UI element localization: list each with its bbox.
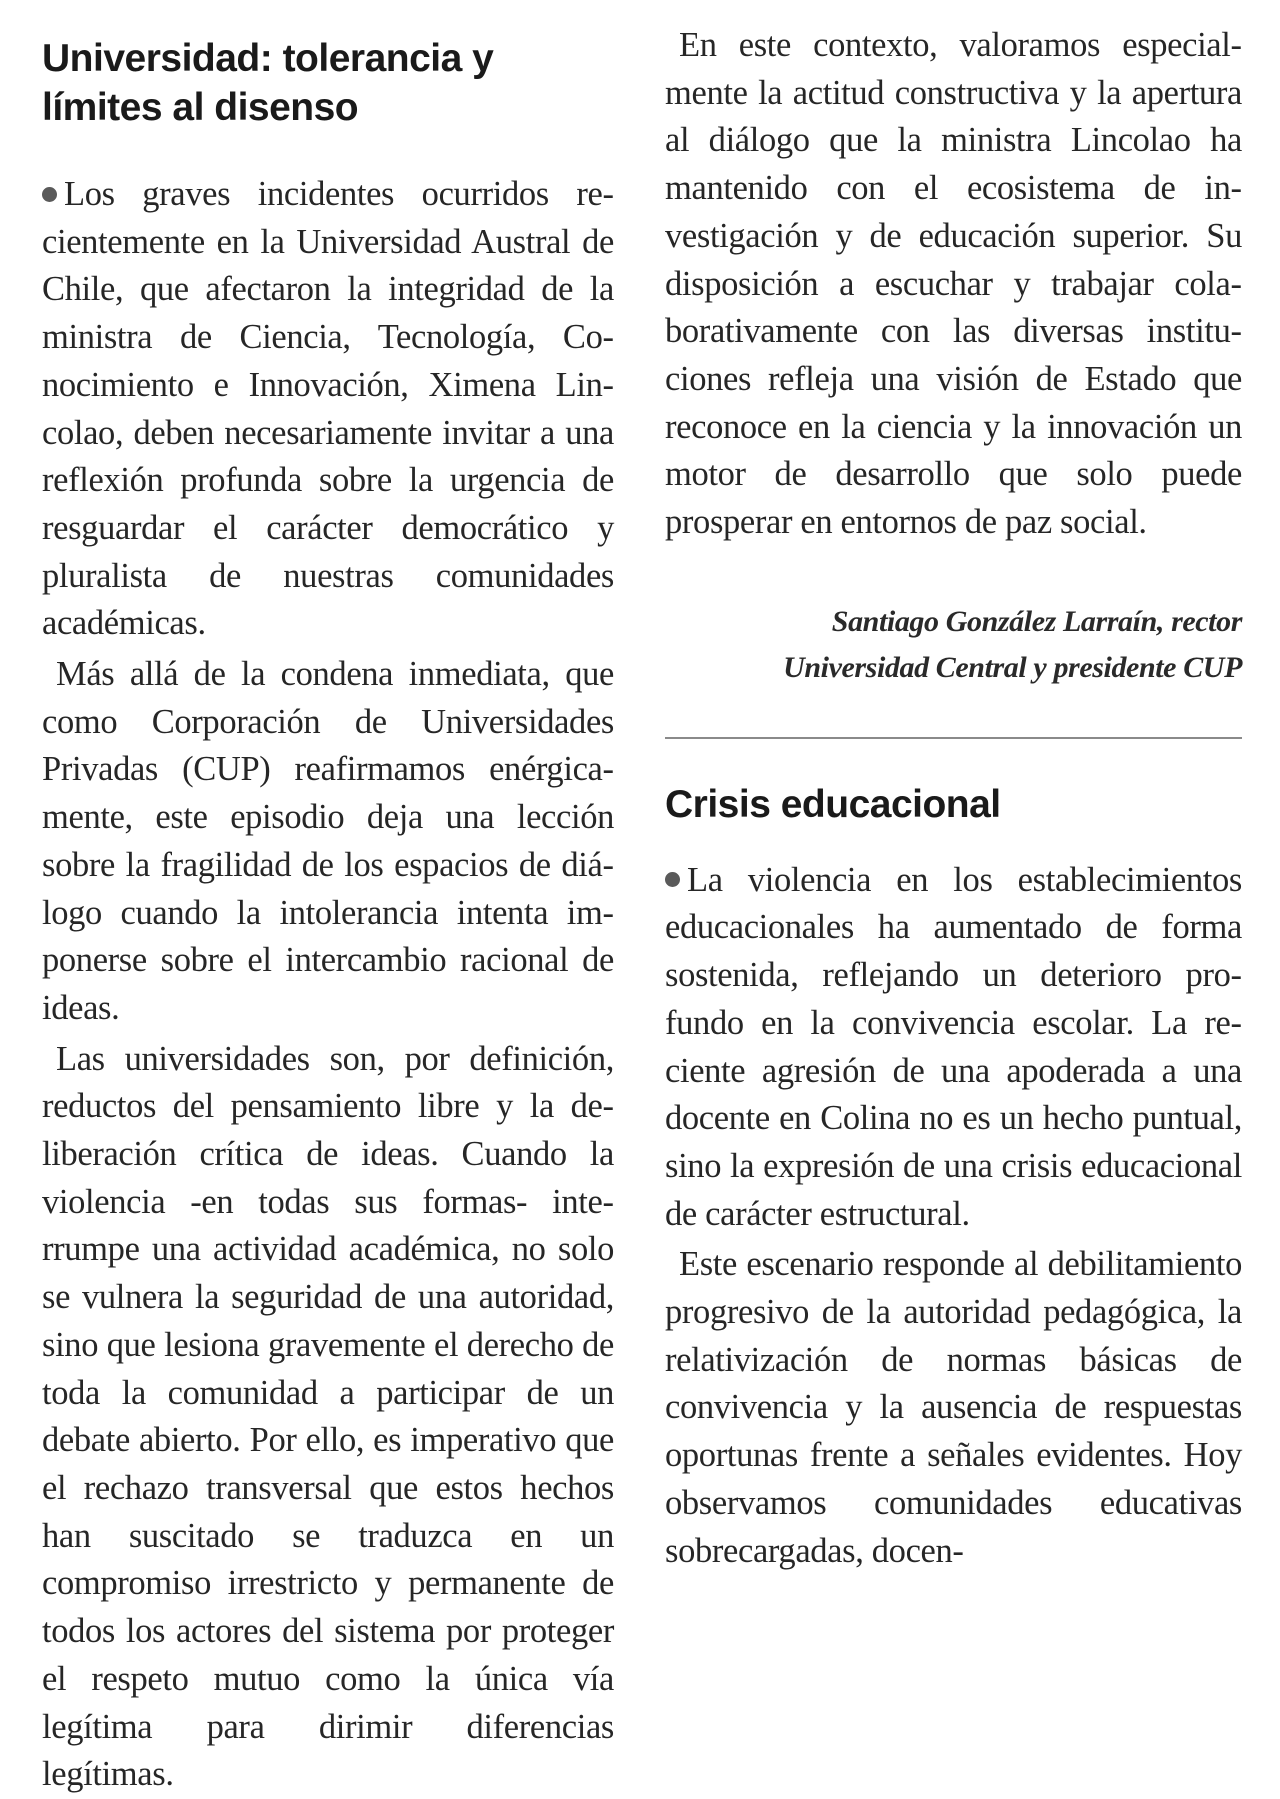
letter1-title [42, 34, 614, 132]
letter1-title-line1: Universidad: tolerancia y [42, 37, 494, 80]
letter2-title: Crisis educacional [665, 782, 1001, 826]
letter2-paragraph-2: Este escenario responde al debilitamiento progresivo de la autoridad pedagógica, la relativización de normas básicas de convivencia y la ausencia de respuestas oportunas frente a señales evidentes. Hoy observamos comunidades educativas sobrecargadas, docen- [665, 1245, 1242, 1570]
left-column [42, 30, 614, 1799]
signature-line-2: Universidad Central y presidente CUP [783, 650, 1242, 684]
letter1-signature [665, 599, 1242, 691]
letter1-body-left [42, 171, 614, 1799]
bullet-icon [665, 872, 680, 887]
letter1-title-line2: límites al disenso [42, 86, 359, 129]
letter1-paragraph-2: Más allá de la condena inmediata, que como Corporación de Universidades Privadas (CUP) reafirmamos enérgicamente, este episodio deja una lección sobre la fragilidad de los espacios de diálogo cuando la intolerancia intenta imponerse sobre el intercambio racional de ideas. [42, 655, 614, 1027]
section-divider [665, 737, 1242, 739]
letter1-paragraph-1: Los graves incidentes ocurridos recientemente en la Universidad Austral de Chile, que afectaron la integridad de la ministra de Ciencia, Tecnología, Conocimiento e Innovación, Ximena Lincolao, deben necesariamente invitar a una reflexión profunda sobre la urgencia de resguardar el carácter democrático y pluralista de nuestras comunidades académicas. [42, 175, 614, 643]
letter1-paragraph-3: Las universidades son, por definición, reductos del pensamiento libre y la deliberación crítica de ideas. Cuando la violencia -en todas sus formas- interrumpe una actividad académica, no solo se vulnera la seguridad de una autoridad, sino que lesiona gravemente el derecho de toda la comunidad a participar de un debate abierto. Por ello, es imperativo que el rechazo transversal que estos hechos han suscitado se traduzca en un compromiso irrestricto y permanente de todos los actores del sistema por proteger el respeto mutuo como la única vía legítima para dirimir diferencias legítimas. [42, 1039, 614, 1794]
letter1-paragraph-4: En este contexto, valoramos especialmente la actitud constructiva y la apertura al diálogo que la ministra Lincolao ha mantenido con el ecosistema de investigación y de educación superior. Su disposición a escuchar y trabajar colaborativamente con las diversas instituciones refleja una visión de Estado que reconoce en la ciencia y la innovación un motor de desarrollo que solo puede prosperar en entornos de paz social. [665, 26, 1242, 542]
letter2-body [665, 857, 1242, 1576]
letter2-paragraph-1: La violencia en los establecimientos educacionales ha aumentado de forma sostenida, reflejando un deterioro profundo en la convivencia escolar. La reciente agresión de una apoderada a una docente en Colina no es un hecho puntual, sino la expresión de una crisis educacional de carácter estructural. [665, 860, 1242, 1233]
bullet-icon [42, 187, 57, 202]
signature-line-1: Santiago González Larraín, rector [831, 604, 1242, 638]
right-column [665, 22, 1242, 1575]
letter1-body-right [665, 22, 1242, 547]
